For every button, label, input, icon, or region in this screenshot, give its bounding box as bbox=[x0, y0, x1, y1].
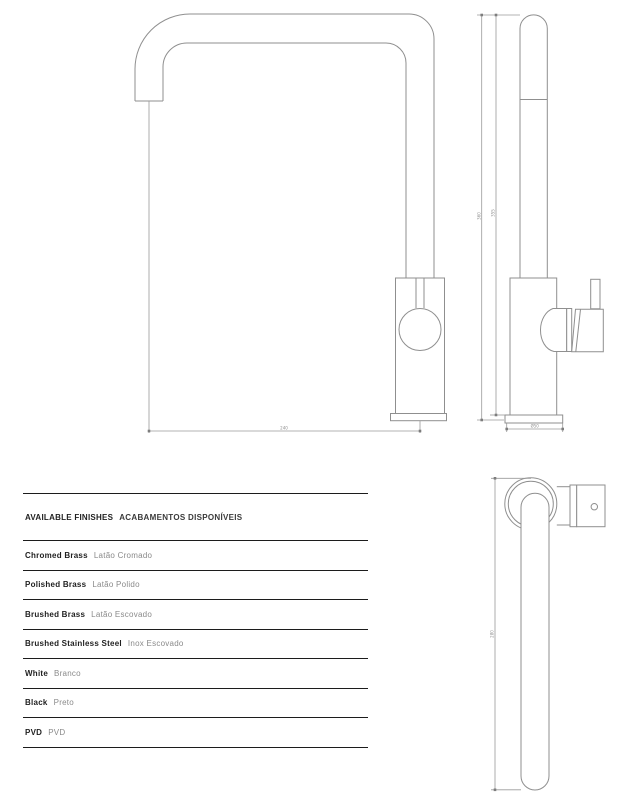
side-view-base-flange bbox=[505, 415, 563, 423]
finish-name-en: Brushed Stainless Steel bbox=[25, 639, 122, 649]
finish-row-pvd bbox=[23, 718, 368, 748]
finish-name-pt: Latão Escovado bbox=[91, 609, 153, 619]
finish-name-pt: Branco bbox=[54, 668, 81, 678]
side-view-drawing bbox=[476, 14, 603, 432]
finish-name-en: Brushed Brass bbox=[25, 609, 86, 619]
finishes-header-en: AVAILABLE FINISHES bbox=[25, 512, 114, 522]
top-view-spout-capsule bbox=[521, 493, 549, 790]
finish-row-brushed-stainless-steel bbox=[23, 630, 368, 660]
finish-row-brushed-brass bbox=[23, 600, 368, 630]
finish-name-en: Chromed Brass bbox=[25, 550, 88, 560]
front-view-drawing bbox=[135, 14, 447, 433]
top-length-dim-label: 280 bbox=[489, 630, 495, 638]
top-view-drawing bbox=[490, 477, 605, 791]
side-height-outer-dim-label: 360 bbox=[476, 212, 482, 220]
finish-row-chromed-brass bbox=[23, 541, 368, 571]
side-view-base-dimension bbox=[505, 424, 564, 433]
finish-row-white bbox=[23, 659, 368, 689]
finishes-table-header bbox=[23, 494, 368, 541]
front-view-base-flange bbox=[391, 414, 447, 421]
side-view-handle-pin bbox=[591, 279, 600, 309]
finish-row-black bbox=[23, 689, 368, 719]
top-view-handle bbox=[557, 485, 605, 527]
finish-name-en: PVD bbox=[25, 727, 43, 737]
front-view-handle-knob bbox=[399, 309, 441, 351]
front-view-reach-dimension bbox=[148, 101, 422, 433]
finish-row-polished-brass bbox=[23, 571, 368, 601]
side-base-dim-label: Ø50 bbox=[530, 423, 539, 429]
finish-name-pt: Latão Polido bbox=[92, 580, 140, 590]
side-view-spout bbox=[520, 15, 547, 278]
finish-name-pt: Preto bbox=[53, 698, 74, 708]
finish-name-pt: Inox Escovado bbox=[127, 639, 184, 649]
front-reach-dim-label: 240 bbox=[280, 425, 288, 431]
finishes-header-pt: ACABAMENTOS DISPONÍVEIS bbox=[119, 512, 243, 522]
front-view-spout bbox=[135, 14, 434, 278]
finish-name-en: Polished Brass bbox=[25, 580, 87, 590]
finish-name-pt: Latão Cromado bbox=[93, 550, 153, 560]
front-view-body bbox=[391, 278, 447, 421]
available-finishes-table bbox=[23, 493, 368, 748]
finish-name-en: White bbox=[25, 668, 49, 678]
finish-name-en: Black bbox=[25, 698, 48, 708]
finish-name-pt: PVD bbox=[48, 727, 66, 737]
side-height-inner-dim-label: 355 bbox=[490, 209, 496, 217]
